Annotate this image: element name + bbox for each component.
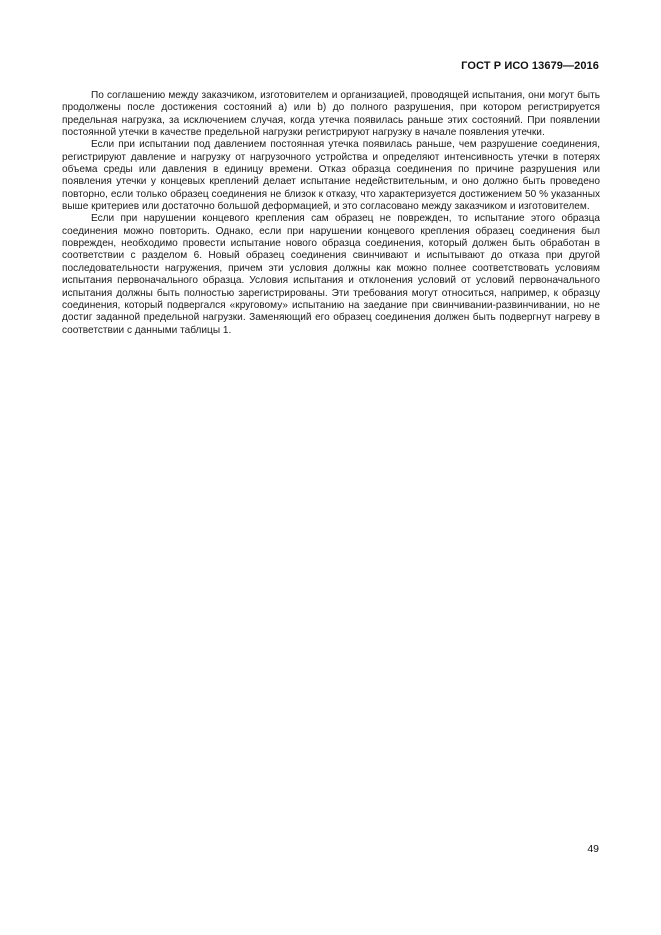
paragraph-2: Если при испытании под давлением постоянная утечка появилась раньше, чем разрушение соединения, регистрируют давление и нагрузку от нагрузочного устройства и определяют интенсивность утечки в потерях объема среды или давления в единицу времени. Отказ образца соединения по причине разрушения или появления утечки у концевых креплений делает испытание недействительным, и оно должно быть проведено повторно, если только образец соединения не близок к отказу, что характеризуется достижением 50 % указанных выше критериев или достаточно большой деформацией, и это согласовано между заказчиком и изготовителем. bbox=[62, 139, 600, 213]
page-number: 49 bbox=[587, 843, 599, 855]
paragraph-1: По соглашению между заказчиком, изготовителем и организацией, проводящей испытания, они могут быть продолжены после достижения состояний a) или b) до полного разрушения, при котором регистрируется предельная нагрузка, за исключением случая, когда утечка появилась раньше этих состояний. При появлении постоянной утечки в качестве предельной нагрузки регистрируют нагрузку в начале появления утечки. bbox=[62, 90, 600, 139]
document-header bbox=[461, 60, 599, 72]
document-body bbox=[62, 90, 600, 337]
paragraph-3: Если при нарушении концевого крепления сам образец не поврежден, то испытание этого образца соединения можно повторить. Однако, если при нарушении концевого крепления образец соединения был поврежден, необходимо провести испытание нового образца соединения, который должен быть обработан в соответствии с разделом 6. Новый образец соединения свинчивают и испытывают до отказа при другой последовательности нагружения, причем эти условия должны как можно полнее соответствовать условиям испытания первоначального образца. Условия испытания и отклонения условий от условий первоначального испытания должны быть полностью зарегистрированы. Эти требования могут относиться, например, к образцу соединения, который подвергался «круговому» испытанию на заедание при свинчивании-развинчивании, но не достиг заданной предельной нагрузки. Заменяющий его образец соединения должен быть подвергнут нагреву в соответствии с данными таблицы 1. bbox=[62, 213, 600, 336]
standard-designation: ГОСТ Р ИСО 13679—2016 bbox=[461, 60, 599, 72]
